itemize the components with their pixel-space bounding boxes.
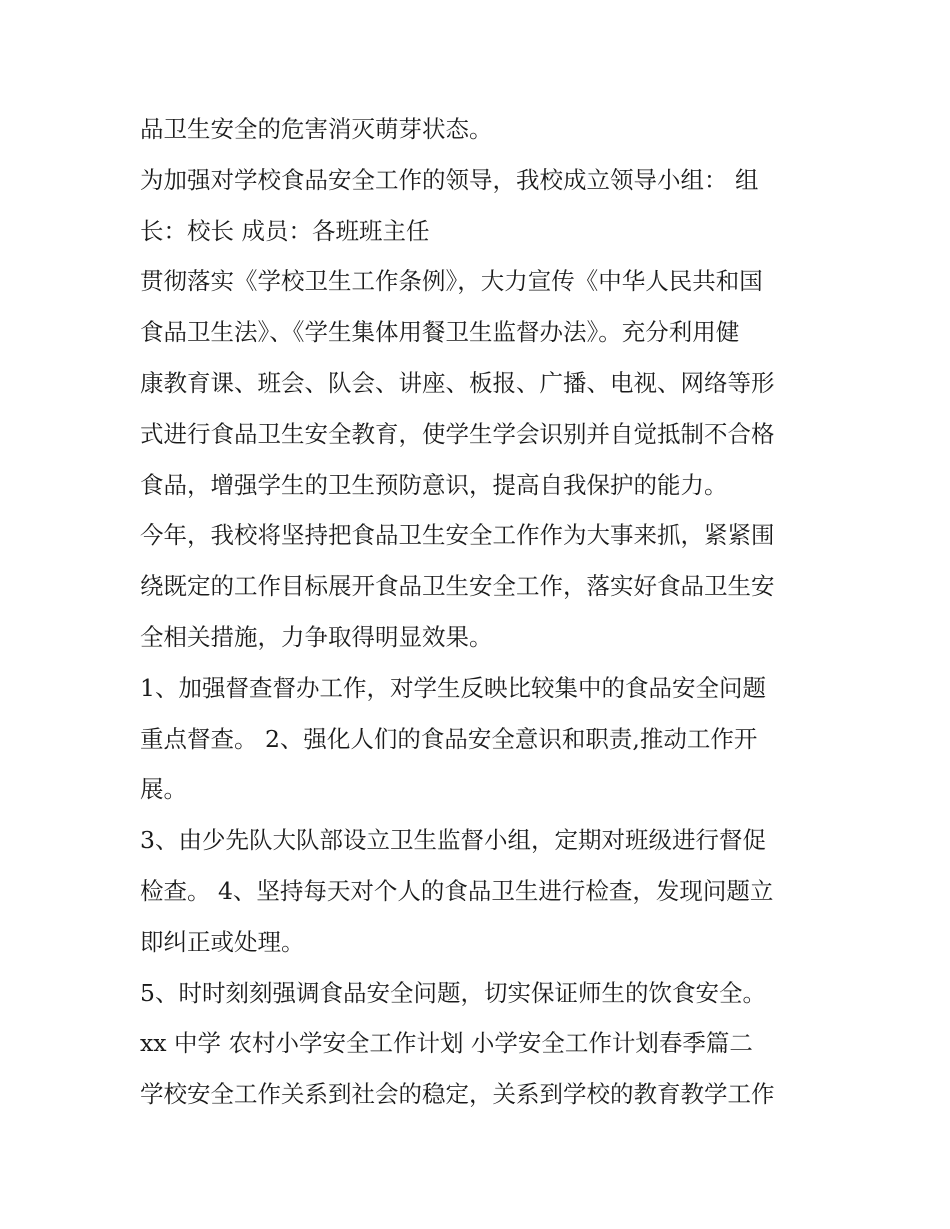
text-line: 学校安全工作关系到社会的稳定，关系到学校的教育教学工作	[140, 1080, 775, 1108]
text-line: 式进行食品卫生安全教育，使学生学会识别并自觉抵制不合格	[140, 420, 775, 448]
text-line: 3、由少先队大队部设立卫生监督小组，定期对班级进行督促	[140, 826, 766, 854]
text-line: 全相关措施，力争取得明显效果。	[140, 623, 493, 651]
text-line: 食品，增强学生的卫生预防意识，提高自我保护的能力。	[140, 471, 728, 499]
text-line: 展。	[140, 775, 187, 803]
text-line: 5、时时刻刻强调食品安全问题，切实保证师生的饮食安全。	[140, 979, 766, 1007]
text-line: 即纠正或处理。	[140, 928, 305, 956]
text-line: 品卫生安全的危害消灭萌芽状态。	[140, 115, 493, 143]
text-line: 今年，我校将坚持把食品卫生安全工作作为大事来抓，紧紧围	[140, 521, 775, 549]
text-line: 食品卫生法》、《学生集体用餐卫生监督办法》。充分利用健	[140, 318, 740, 346]
text-line: 康教育课、班会、队会、讲座、板报、广播、电视、网络等形	[140, 369, 775, 397]
text-line: xx 中学 农村小学安全工作计划 小学安全工作计划春季篇二	[140, 1029, 753, 1057]
text-line: 1、加强督查督办工作，对学生反映比较集中的食品安全问题	[140, 674, 766, 702]
text-line: 绕既定的工作目标展开食品卫生安全工作，落实好食品卫生安	[140, 572, 775, 600]
text-line: 贯彻落实《学校卫生工作条例》，大力宣传《中华人民共和国	[140, 267, 763, 295]
text-line: 为加强对学校食品安全工作的领导，我校成立领导小组： 组	[140, 166, 759, 194]
text-line: 检查。 4、坚持每天对个人的食品卫生进行检查，发现问题立	[140, 877, 774, 905]
text-line: 长：校长 成员：各班班主任	[140, 217, 430, 245]
text-line: 重点督查。 2、强化人们的食品安全意识和职责,推动工作开	[140, 725, 758, 753]
